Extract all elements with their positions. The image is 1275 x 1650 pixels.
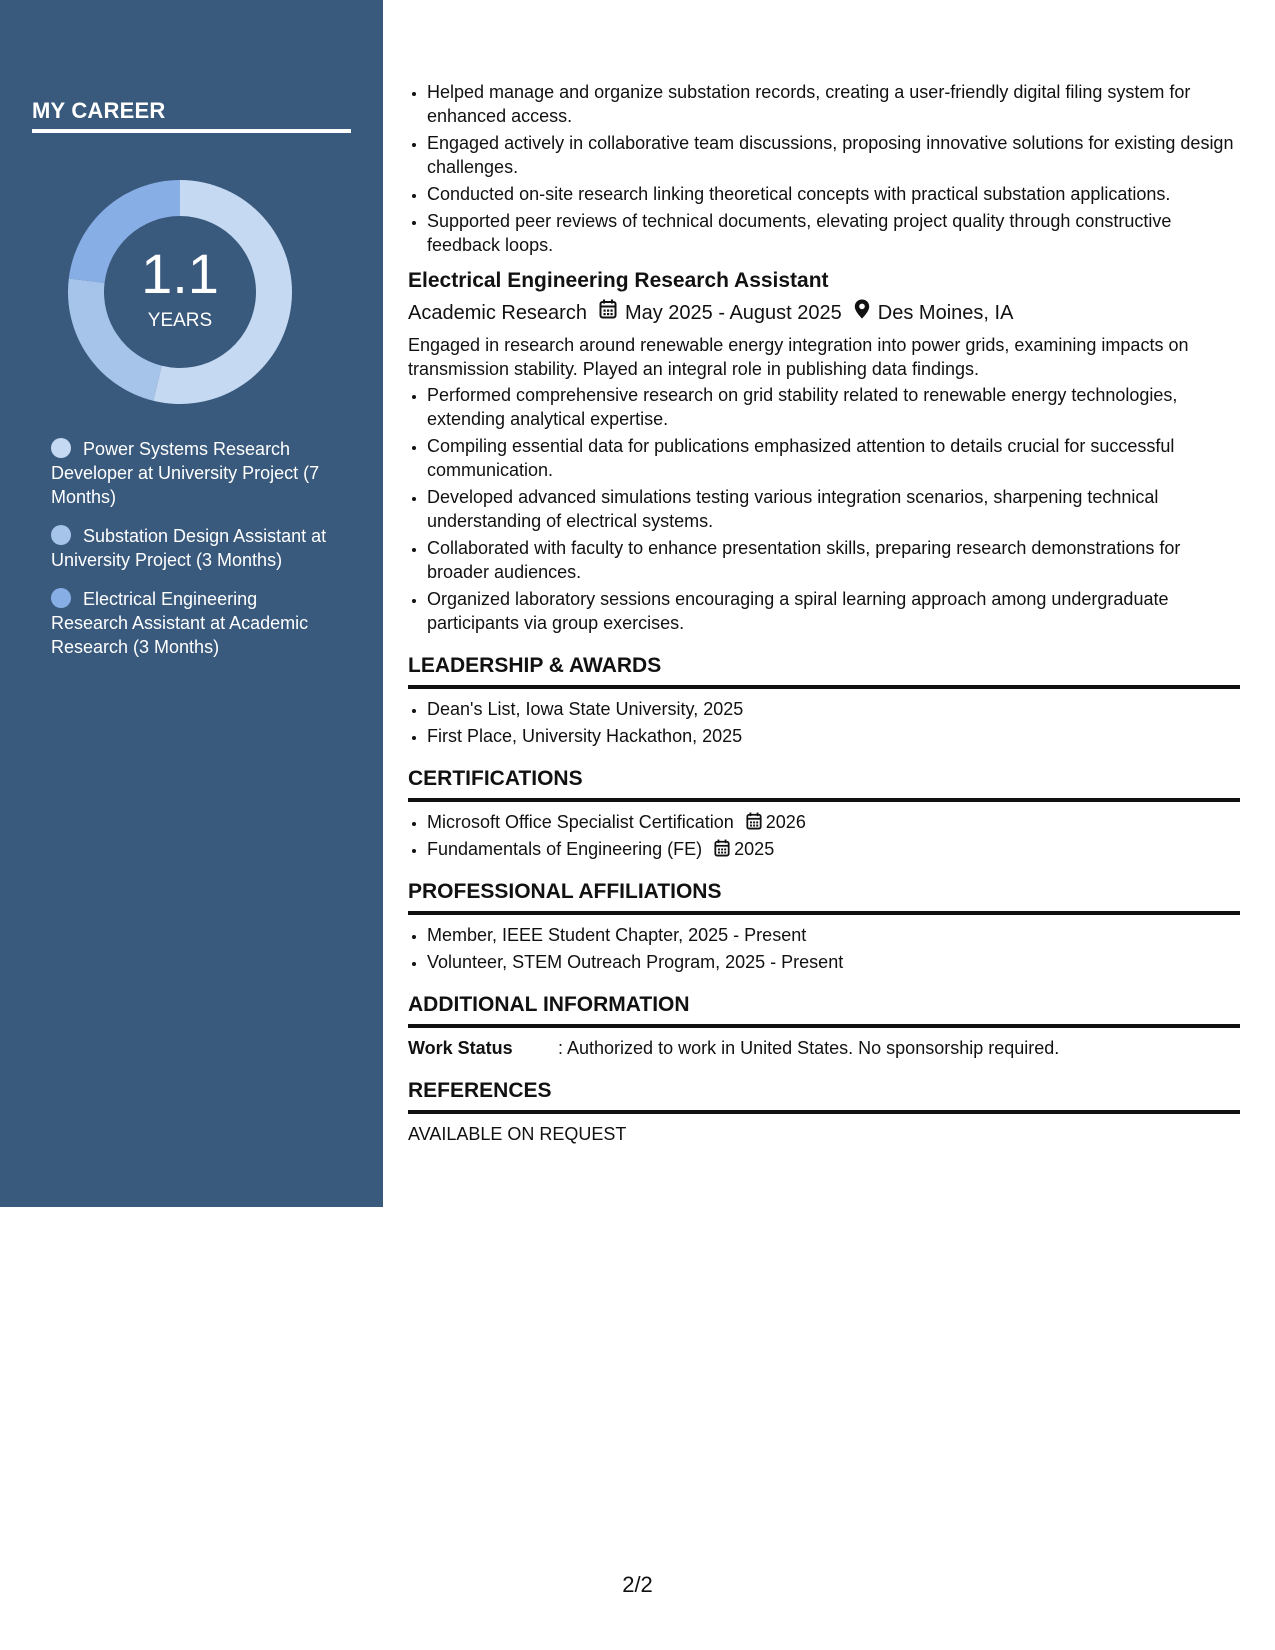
list-item: • Volunteer, STEM Outreach Program, 2025 - Present <box>427 950 1240 974</box>
legend-dot-icon <box>51 438 71 458</box>
role-bullets <box>408 383 1240 635</box>
list-item: • Supported peer reviews of technical documents, elevating project quality through constructive feedback loops. <box>427 209 1240 257</box>
certification-year <box>746 812 806 832</box>
location-pin-icon <box>854 299 870 327</box>
career-divider <box>32 129 351 133</box>
career-years-label: YEARS <box>147 310 213 331</box>
certification-name: Microsoft Office Specialist Certification <box>427 812 734 832</box>
certification-year-text: 2026 <box>765 812 806 832</box>
affiliations-heading: PROFESSIONAL AFFILIATIONS <box>408 879 1240 915</box>
career-legend-label: Electrical Engineering Research Assistant at Academic Research (3 Months) <box>51 589 309 657</box>
work-status-row <box>408 1036 1240 1060</box>
main-content <box>408 80 1240 1146</box>
previous-role-bullets <box>408 80 1240 257</box>
list-item <box>427 837 1240 861</box>
leadership-list <box>408 697 1240 748</box>
certifications-list <box>408 810 1240 861</box>
legend-dot-icon <box>51 588 71 608</box>
calendar-icon <box>599 299 617 327</box>
additional-info-heading: ADDITIONAL INFORMATION <box>408 992 1240 1028</box>
certifications-heading: CERTIFICATIONS <box>408 766 1240 802</box>
list-item: • Dean's List, Iowa State University, 2025 <box>427 697 1240 721</box>
role-title: Electrical Engineering Research Assistant <box>408 269 829 292</box>
list-item: • Performed comprehensive research on grid stability related to renewable energy technologies, extending analytical expertise. <box>427 383 1240 431</box>
role-company: Academic Research <box>408 302 587 324</box>
career-legend-label: Power Systems Research Developer at University Project (7 Months) <box>51 439 320 507</box>
references-text: AVAILABLE ON REQUEST <box>408 1124 627 1144</box>
list-item: • Member, IEEE Student Chapter, 2025 - Present <box>427 923 1240 947</box>
legend-dot-icon <box>51 525 71 545</box>
page-number: 2/2 <box>622 1572 653 1597</box>
work-status-value: : Authorized to work in United States. No sponsorship required. <box>558 1038 1060 1058</box>
career-sidebar <box>0 0 383 1207</box>
list-item: • Helped manage and organize substation records, creating a user-friendly digital filing system for enhanced access. <box>427 80 1240 128</box>
calendar-icon <box>746 812 762 830</box>
list-item: • First Place, University Hackathon, 2025 <box>427 724 1240 748</box>
list-item: • Conducted on-site research linking theoretical concepts with practical substation applications. <box>427 182 1240 206</box>
list-item <box>427 810 1240 834</box>
certification-year-text: 2025 <box>734 839 775 859</box>
list-item: • Organized laboratory sessions encouraging a spiral learning approach among undergraduate participants via group exercises. <box>427 587 1240 635</box>
role-meta <box>408 299 1240 327</box>
list-item: • Collaborated with faculty to enhance presentation skills, preparing research demonstrations for broader audiences. <box>427 536 1240 584</box>
role-location: Des Moines, IA <box>877 302 1014 324</box>
list-item: • Developed advanced simulations testing various integration scenarios, sharpening technical understanding of electrical systems. <box>427 485 1240 533</box>
role-summary: Engaged in research around renewable energy integration into power grids, examining impacts on transmission stability. Played an integral role in publishing data findings. <box>408 335 1189 379</box>
leadership-heading: LEADERSHIP & AWARDS <box>408 653 1240 689</box>
work-status-label: Work Status <box>408 1038 513 1058</box>
career-title: MY CAREER <box>32 98 166 123</box>
career-legend-item <box>51 524 331 572</box>
list-item: • Engaged actively in collaborative team discussions, proposing innovative solutions for existing design challenges. <box>427 131 1240 179</box>
certification-name: Fundamentals of Engineering (FE) <box>427 839 703 859</box>
calendar-icon <box>714 839 730 857</box>
career-legend-item <box>51 587 331 659</box>
list-item: • Compiling essential data for publications emphasized attention to details crucial for successful communication. <box>427 434 1240 482</box>
role-dates: May 2025 - August 2025 <box>624 302 842 324</box>
career-legend-item <box>51 437 331 509</box>
career-total-years: 1.1 <box>141 242 219 305</box>
references-heading: REFERENCES <box>408 1078 1240 1114</box>
certification-year <box>714 839 774 859</box>
career-legend-label: Substation Design Assistant at University Project (3 Months) <box>51 526 327 570</box>
affiliations-list <box>408 923 1240 974</box>
career-legend <box>51 437 331 674</box>
